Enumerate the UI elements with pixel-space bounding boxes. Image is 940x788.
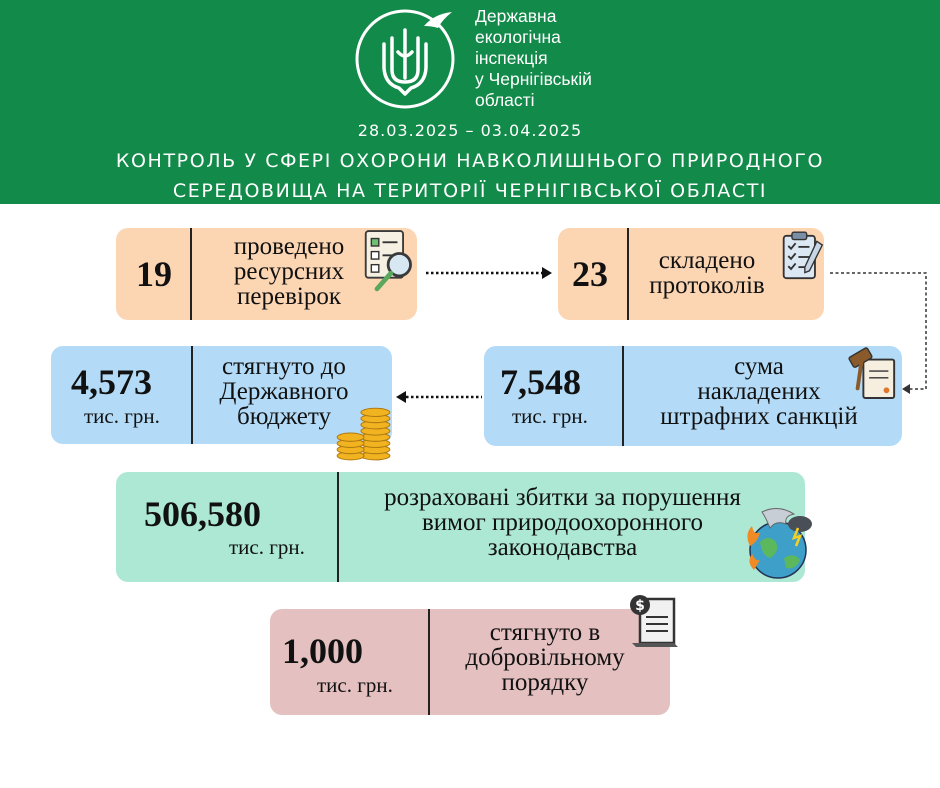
flow-arrow [394, 390, 484, 404]
document-magnifier-icon [362, 226, 418, 294]
fines-card [484, 346, 902, 446]
damages-label: розраховані збитки за порушення вимог природоохоронного законодавства [384, 484, 741, 561]
dollar-receipt-icon [626, 593, 682, 649]
inspections-value: 19 [136, 254, 172, 294]
trident-emblem-with-bird-icon [354, 8, 456, 110]
organization-name: Державна екологічна інспекція у Чернігівській області [475, 6, 592, 110]
fines-value: 7,548 [500, 362, 581, 402]
collected-budget-label: стягнуто до Державного бюджету [219, 353, 349, 430]
protocols-card [558, 228, 824, 320]
flow-arrow [424, 266, 554, 280]
gavel-document-icon [848, 346, 898, 400]
voluntary-card [270, 598, 670, 715]
inspections-card [116, 228, 417, 320]
fines-label: сума накладених штрафних санкцій [660, 353, 858, 430]
damages-value: 506,580 [144, 494, 261, 534]
clipboard-checklist-icon [780, 230, 826, 284]
damages-unit: тис. грн. [229, 535, 305, 559]
card-divider [191, 346, 193, 444]
voluntary-label: стягнуто в добровільному порядку [465, 619, 625, 696]
voluntary-unit: тис. грн. [317, 673, 393, 697]
reporting-period: 28.03.2025 – 03.04.2025 [357, 121, 583, 140]
fines-unit: тис. грн. [512, 404, 588, 428]
header-banner [0, 0, 940, 204]
collected-budget-unit: тис. грн. [84, 404, 160, 428]
collected-budget-value: 4,573 [71, 362, 152, 402]
card-divider [627, 228, 629, 320]
inspections-label: проведено ресурсних перевірок [233, 233, 345, 310]
voluntary-value: 1,000 [282, 631, 363, 671]
svg-text:$: $ [635, 598, 645, 614]
collected-budget-card [51, 346, 392, 444]
page-title: КОНТРОЛЬ У СФЕРІ ОХОРОНИ НАВКОЛИШНЬОГО ПРИРОДНОГО СЕРЕДОВИЩА НА ТЕРИТОРІЇ ЧЕРНІГІВСЬКОЇ ОБЛАСТІ [115, 150, 825, 202]
coins-stack-icon [332, 402, 394, 462]
card-divider [190, 228, 192, 320]
planet-disaster-icon [740, 506, 816, 582]
card-divider [622, 346, 624, 446]
protocols-value: 23 [572, 254, 608, 294]
damages-card [116, 472, 805, 582]
protocols-label: складено протоколів [649, 247, 765, 299]
card-divider [428, 609, 430, 715]
